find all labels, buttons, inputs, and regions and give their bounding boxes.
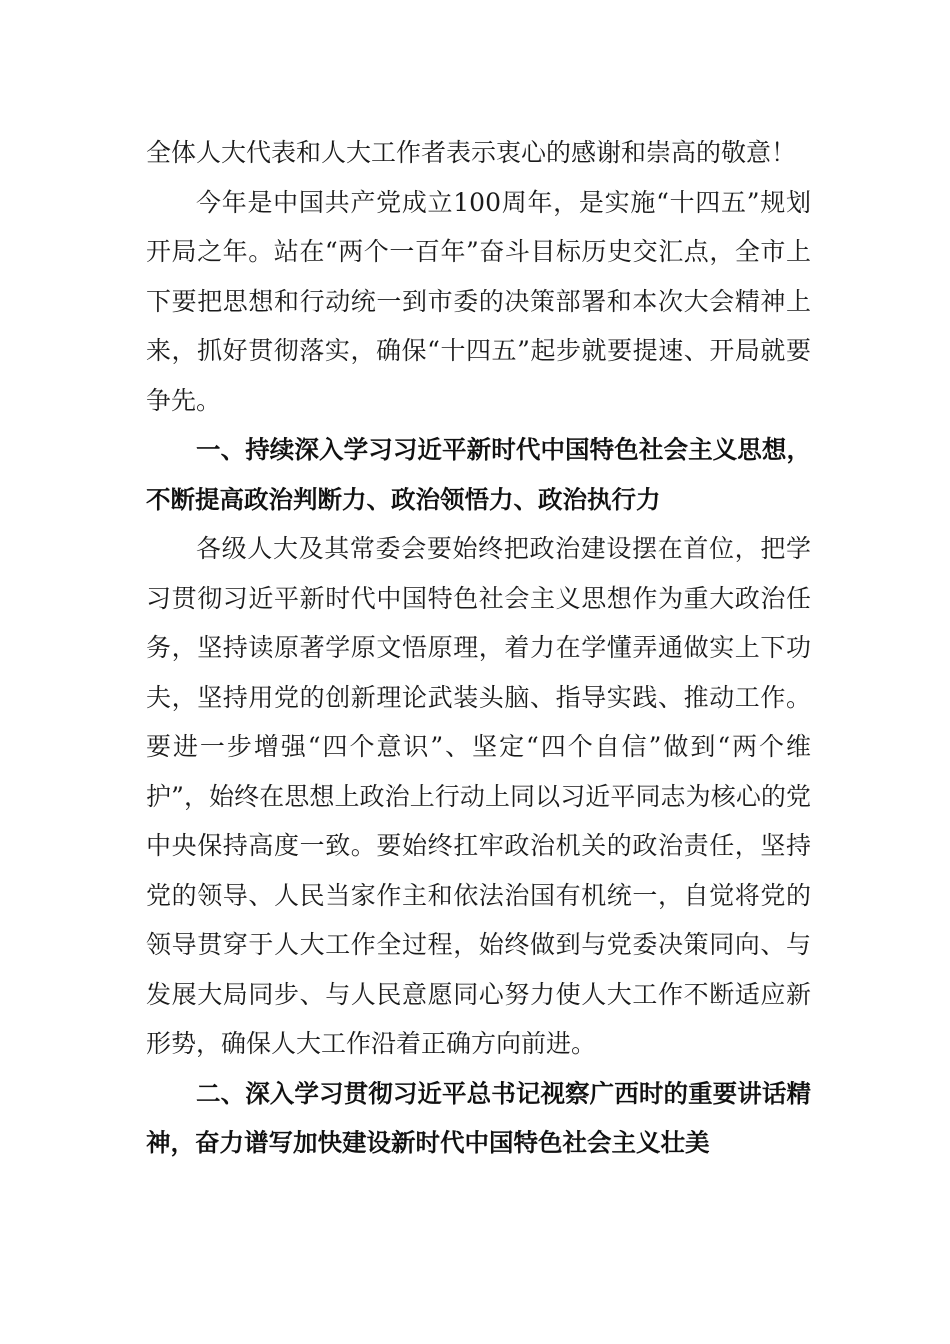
document-body <box>146 128 811 1168</box>
section-heading-1: 一、持续深入学习习近平新时代中国特色社会主义思想，不断提高政治判断力、政治领悟力、政治执行力 <box>146 435 811 514</box>
paragraph-year-overview: 今年是中国共产党成立100周年，是实施“十四五”规划开局之年。站在“两个一百年”奋斗目标历史交汇点，全市上下要把思想和行动统一到市委的决策部署和本次大会精神上来，抓好贯彻落实，确保“十四五”起步就要提速、开局就要争先。 <box>146 187 811 415</box>
paragraph-closing-thanks: 全体人大代表和人大工作者表示衷心的感谢和崇高的敬意！ <box>146 138 797 167</box>
section-heading-2: 二、深入学习贯彻习近平总书记视察广西时的重要讲话精神，奋力谱写加快建设新时代中国特色社会主义壮美 <box>146 1078 811 1157</box>
paragraph-political-building: 各级人大及其常委会要始终把政治建设摆在首位，把学习贯彻习近平新时代中国特色社会主义思想作为重大政治任务，坚持读原著学原文悟原理，着力在学懂弄通做实上下功夫，坚持用党的创新理论武装头脑、指导实践、推动工作。要进一步增强“四个意识”、坚定“四个自信”做到“两个维护”，始终在思想上政治上行动上同以习近平同志为核心的党中央保持高度一致。要始终扛牢政治机关的政治责任，坚持党的领导、人民当家作主和依法治国有机统一，自觉将党的领导贯穿于人大工作全过程，始终做到与党委决策同向、与发展大局同步、与人民意愿同心努力使人大工作不断适应新形势，确保人大工作沿着正确方向前进。 <box>146 534 811 1058</box>
